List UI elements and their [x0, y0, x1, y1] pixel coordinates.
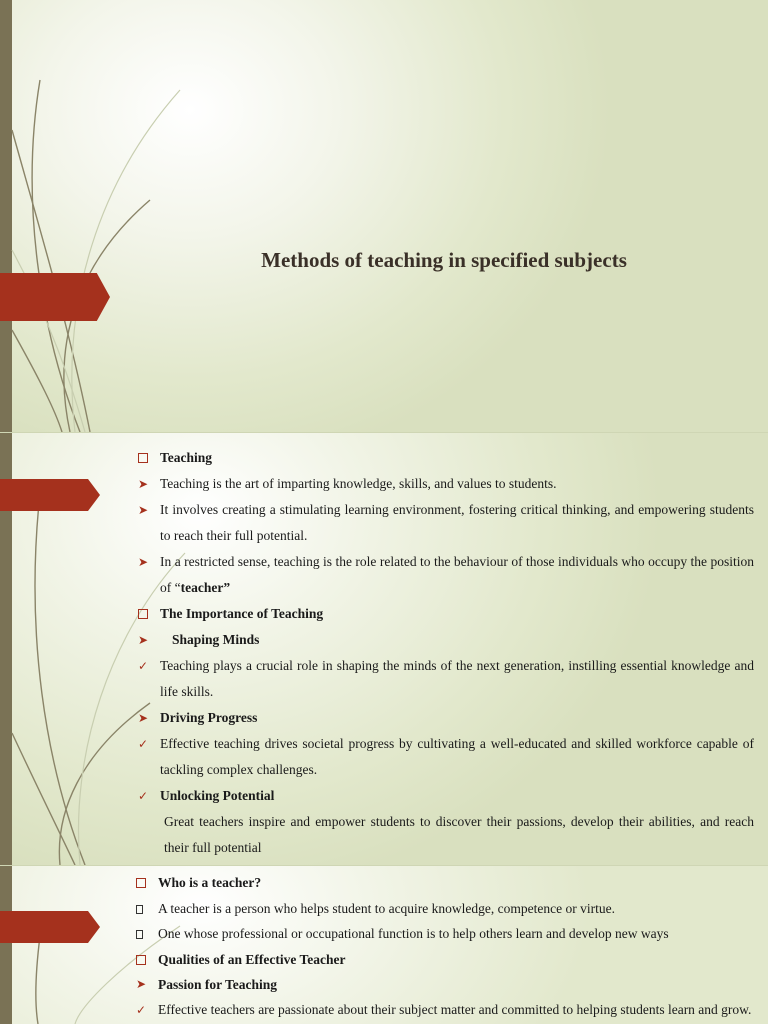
teacher-slide [0, 866, 768, 1024]
slide-content [136, 870, 752, 1018]
red-tab [0, 479, 100, 511]
list-item: ➤ Driving Progress [138, 710, 258, 725]
red-tab [0, 273, 110, 321]
list-item: ✓ Effective teachers are passionate about their subject matter and committed to helping students learn and grow. [136, 1001, 752, 1017]
list-item: Teaching [138, 445, 754, 471]
list-item: Who is a teacher? [136, 870, 752, 896]
list-item: ✓ Teaching plays a crucial role in shaping the minds of the next generation, instilling essential knowledge and life skills. [138, 658, 754, 699]
list-item: Great teachers inspire and empower students to discover their passions, develop their abilities, and reach their full potential [164, 814, 754, 855]
list-item: ➤ Teaching is the art of imparting knowledge, skills, and values to students. [138, 476, 557, 491]
swirl-decoration [0, 0, 200, 432]
list-item: A teacher is a person who helps student to acquire knowledge, competence or virtue. [136, 896, 752, 922]
slide-content [138, 445, 754, 861]
list-item: ➤ Passion for Teaching [136, 977, 278, 992]
list-item: ➤ It involves creating a stimulating learning environment, fostering critical thinking, and empowering students to reach their full potential. [138, 502, 754, 543]
list-item: Qualities of an Effective Teacher [136, 947, 752, 973]
list-item: ✓ Effective teaching drives societal progress by cultivating a well-educated and skilled workforce capable of tackling complex challenges. [138, 736, 754, 777]
list-item: ➤ In a restricted sense, teaching is the role related to the behaviour of those individuals who occupy the position of “teacher” [138, 554, 754, 595]
teaching-slide [0, 433, 768, 865]
title-slide [0, 0, 768, 432]
list-item: The Importance of Teaching [138, 601, 754, 627]
list-item: ✓ Unlocking Potential [138, 788, 275, 803]
red-tab [0, 911, 100, 943]
slide-title: Methods of teaching in specified subjects [261, 248, 627, 272]
list-item: One whose professional or occupational function is to help others learn and develop new ways [136, 921, 752, 947]
list-item: ➤ Shaping Minds [138, 632, 260, 647]
